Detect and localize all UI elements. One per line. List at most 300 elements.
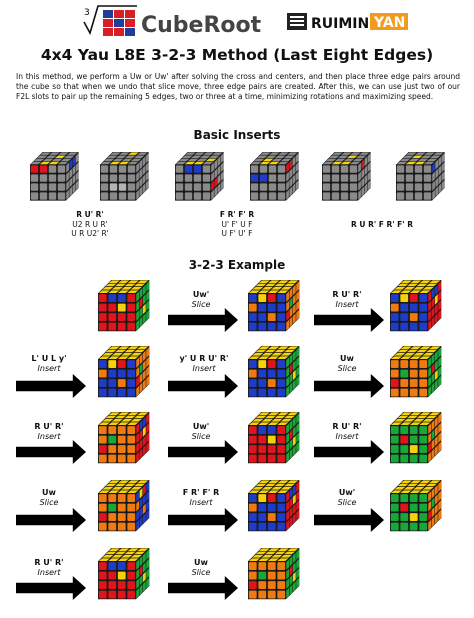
front-sticker	[278, 192, 285, 199]
front-sticker	[49, 165, 56, 172]
front-sticker	[194, 174, 201, 181]
basic-cube-6	[396, 152, 445, 201]
front-sticker	[118, 562, 126, 570]
front-sticker	[127, 504, 135, 512]
front-sticker	[99, 513, 107, 521]
front-sticker	[203, 192, 210, 199]
front-sticker	[277, 445, 285, 453]
front-sticker	[127, 313, 135, 321]
front-sticker	[99, 323, 107, 331]
insert-alg-1-alt-1: U2 R U R'	[72, 219, 108, 229]
front-sticker	[419, 513, 427, 521]
front-sticker	[269, 192, 276, 199]
front-sticker	[410, 523, 418, 531]
example-arrow-4	[168, 374, 238, 398]
front-sticker	[277, 591, 285, 599]
front-sticker	[99, 436, 107, 444]
page-title: 4x4 Yau L8E 3-2-3 Method (Last Eight Edges)	[40, 46, 434, 64]
front-sticker	[249, 504, 257, 512]
example-arrow-6	[16, 440, 86, 464]
front-sticker	[127, 572, 135, 580]
front-sticker	[410, 494, 418, 502]
front-sticker	[268, 523, 276, 531]
example-cube-8	[248, 412, 299, 463]
front-sticker	[332, 174, 339, 181]
front-sticker	[108, 445, 116, 453]
front-sticker	[400, 523, 408, 531]
front-sticker	[258, 581, 266, 589]
front-sticker	[278, 165, 285, 172]
front-sticker	[391, 304, 399, 312]
front-sticker	[341, 165, 348, 172]
front-sticker	[185, 183, 192, 190]
basic-inserts-heading: Basic Inserts	[193, 128, 281, 142]
front-sticker	[268, 581, 276, 589]
front-sticker	[258, 523, 266, 531]
front-sticker	[400, 494, 408, 502]
front-sticker	[127, 370, 135, 378]
front-sticker	[391, 494, 399, 502]
front-sticker	[410, 455, 418, 463]
front-sticker	[419, 294, 427, 302]
logo-square-red-5	[103, 28, 113, 36]
front-sticker	[127, 323, 135, 331]
example-arrow-5	[314, 374, 384, 398]
front-sticker	[258, 389, 266, 397]
step-7-move: Uw'	[192, 422, 210, 431]
front-sticker	[258, 360, 266, 368]
front-sticker	[249, 426, 257, 434]
front-sticker	[419, 379, 427, 387]
front-sticker	[419, 360, 427, 368]
front-sticker	[332, 183, 339, 190]
front-sticker	[40, 165, 47, 172]
front-sticker	[258, 494, 266, 502]
front-sticker	[419, 445, 427, 453]
front-sticker	[49, 183, 56, 190]
front-sticker	[391, 523, 399, 531]
insert-alg-1-alt-2: U R U2' R'	[71, 229, 109, 238]
front-sticker	[323, 165, 330, 172]
front-sticker	[99, 313, 107, 321]
front-sticker	[58, 174, 65, 181]
front-sticker	[185, 174, 192, 181]
example-cube-5	[248, 346, 299, 397]
front-sticker	[391, 513, 399, 521]
step-6-move: R U' R'	[34, 422, 64, 431]
front-sticker	[410, 504, 418, 512]
example-arrow-12	[16, 576, 86, 600]
example-cube-4	[98, 346, 149, 397]
front-sticker	[397, 165, 404, 172]
front-sticker	[110, 174, 117, 181]
header	[0, 0, 474, 40]
front-sticker	[397, 174, 404, 181]
front-sticker	[127, 581, 135, 589]
front-sticker	[268, 436, 276, 444]
front-sticker	[277, 494, 285, 502]
step-label-1	[166, 290, 236, 310]
step-1-type: Slice	[191, 300, 211, 309]
step-7-type: Slice	[191, 432, 211, 441]
front-sticker	[277, 455, 285, 463]
front-sticker	[277, 379, 285, 387]
front-sticker	[127, 562, 135, 570]
front-sticker	[31, 183, 38, 190]
front-sticker	[323, 192, 330, 199]
logo-square-red-4	[125, 19, 135, 27]
front-sticker	[424, 183, 431, 190]
front-sticker	[108, 523, 116, 531]
front-sticker	[258, 572, 266, 580]
cuberoot-name: CubeRoot	[141, 13, 262, 38]
front-sticker	[249, 494, 257, 502]
front-sticker	[406, 192, 413, 199]
front-sticker	[268, 513, 276, 521]
front-sticker	[108, 591, 116, 599]
step-label-9	[14, 488, 84, 508]
front-sticker	[119, 183, 126, 190]
front-sticker	[258, 436, 266, 444]
front-sticker	[400, 436, 408, 444]
front-sticker	[203, 174, 210, 181]
front-sticker	[49, 192, 56, 199]
front-sticker	[99, 360, 107, 368]
front-sticker	[110, 192, 117, 199]
front-sticker	[118, 436, 126, 444]
front-sticker	[260, 165, 267, 172]
step-8-move: R U' R'	[332, 422, 362, 431]
example-cube-7	[98, 412, 149, 463]
insert-alg-1-main: R U' R'	[76, 210, 104, 219]
step-4-move: y' U R U' R'	[179, 354, 229, 363]
logo-square-red-3	[103, 19, 113, 27]
front-sticker	[268, 572, 276, 580]
front-sticker	[341, 174, 348, 181]
front-sticker	[406, 174, 413, 181]
front-sticker	[419, 523, 427, 531]
front-sticker	[410, 294, 418, 302]
front-sticker	[108, 379, 116, 387]
front-sticker	[268, 360, 276, 368]
front-sticker	[391, 323, 399, 331]
front-sticker	[99, 591, 107, 599]
front-sticker	[249, 591, 257, 599]
step-9-type: Slice	[39, 498, 59, 507]
example-arrow-7	[168, 440, 238, 464]
example-arrow-1	[168, 308, 238, 332]
front-sticker	[424, 165, 431, 172]
front-sticker	[249, 581, 257, 589]
front-sticker	[99, 294, 107, 302]
front-sticker	[419, 455, 427, 463]
front-sticker	[99, 562, 107, 570]
front-sticker	[391, 370, 399, 378]
cuberoot-logo	[84, 6, 262, 38]
front-sticker	[176, 192, 183, 199]
front-sticker	[185, 165, 192, 172]
front-sticker	[194, 165, 201, 172]
front-sticker	[118, 379, 126, 387]
front-sticker	[260, 174, 267, 181]
front-sticker	[269, 174, 276, 181]
front-sticker	[118, 455, 126, 463]
front-sticker	[419, 389, 427, 397]
front-sticker	[268, 389, 276, 397]
logo-square-blue-3	[125, 28, 135, 36]
front-sticker	[118, 426, 126, 434]
insert-alg-3	[340, 220, 424, 230]
logo-square-blue-2	[114, 19, 124, 27]
step-5-move: Uw	[340, 354, 354, 363]
front-sticker	[400, 294, 408, 302]
step-label-3	[14, 354, 84, 374]
front-sticker	[391, 436, 399, 444]
front-sticker	[176, 165, 183, 172]
insert-alg-2-main: F R' F' R	[219, 210, 255, 219]
example-cube-12	[390, 480, 441, 531]
front-sticker	[268, 562, 276, 570]
basic-cube-5	[322, 152, 371, 201]
front-sticker	[391, 445, 399, 453]
front-sticker	[49, 174, 56, 181]
front-sticker	[268, 294, 276, 302]
front-sticker	[269, 165, 276, 172]
front-sticker	[108, 426, 116, 434]
front-sticker	[110, 183, 117, 190]
front-sticker	[323, 183, 330, 190]
front-sticker	[99, 304, 107, 312]
step-12-type: Insert	[37, 568, 61, 577]
front-sticker	[119, 174, 126, 181]
front-sticker	[397, 183, 404, 190]
front-sticker	[118, 294, 126, 302]
step-13-type: Slice	[191, 568, 211, 577]
front-sticker	[108, 294, 116, 302]
step-label-12	[14, 558, 84, 578]
front-sticker	[410, 304, 418, 312]
front-sticker	[258, 445, 266, 453]
front-sticker	[406, 183, 413, 190]
step-2-move: R U' R'	[332, 290, 362, 299]
front-sticker	[249, 379, 257, 387]
step-label-7	[166, 422, 236, 442]
front-sticker	[260, 183, 267, 190]
step-label-8	[312, 422, 382, 442]
front-sticker	[397, 192, 404, 199]
step-1-move: Uw'	[192, 290, 210, 299]
front-sticker	[110, 165, 117, 172]
front-sticker	[99, 523, 107, 531]
insert-alg-2-alt-1: U' F' U F	[221, 219, 253, 229]
front-sticker	[415, 165, 422, 172]
front-sticker	[277, 389, 285, 397]
front-sticker	[58, 165, 65, 172]
step-8-type: Insert	[335, 432, 359, 441]
front-sticker	[419, 370, 427, 378]
front-sticker	[99, 494, 107, 502]
front-sticker	[249, 313, 257, 321]
front-sticker	[118, 370, 126, 378]
front-sticker	[127, 294, 135, 302]
front-sticker	[203, 165, 210, 172]
example-cube-11	[248, 480, 299, 531]
ruimin-name: RUIMIN	[311, 16, 370, 32]
front-sticker	[268, 426, 276, 434]
front-sticker	[268, 504, 276, 512]
front-sticker	[419, 426, 427, 434]
front-sticker	[258, 313, 266, 321]
front-sticker	[118, 494, 126, 502]
example-cube-3	[390, 280, 441, 331]
front-sticker	[268, 445, 276, 453]
basic-cube-4	[250, 152, 299, 201]
front-sticker	[268, 313, 276, 321]
step-label-5	[312, 354, 382, 374]
front-sticker	[249, 523, 257, 531]
intro-paragraph: In this method, we perform a Uw or Uw' after solving the cross and centers, and then place three edge pairs around the cube so that when we undo that slice move, three edge pairs are created. After this, we can use just two of our F2L slots to pair up the remaining 5 edges, two or three at a time, minimizing rotations and maximizing speed.	[16, 72, 460, 101]
basic-cube-3	[175, 152, 224, 201]
front-sticker	[99, 504, 107, 512]
front-sticker	[118, 445, 126, 453]
front-sticker	[127, 360, 135, 368]
front-sticker	[108, 581, 116, 589]
basic-inserts-cubes	[0, 146, 474, 214]
front-sticker	[249, 360, 257, 368]
front-sticker	[424, 174, 431, 181]
step-13-move: Uw	[194, 558, 208, 567]
front-sticker	[400, 379, 408, 387]
front-sticker	[419, 323, 427, 331]
front-sticker	[258, 504, 266, 512]
front-sticker	[410, 360, 418, 368]
front-sticker	[108, 304, 116, 312]
front-sticker	[108, 389, 116, 397]
example-cube-2	[248, 280, 299, 331]
front-sticker	[128, 174, 135, 181]
front-sticker	[194, 192, 201, 199]
front-sticker	[127, 523, 135, 531]
front-sticker	[99, 581, 107, 589]
front-sticker	[350, 192, 357, 199]
front-sticker	[128, 192, 135, 199]
front-sticker	[278, 174, 285, 181]
front-sticker	[410, 445, 418, 453]
front-sticker	[251, 174, 258, 181]
front-sticker	[277, 523, 285, 531]
front-sticker	[415, 192, 422, 199]
front-sticker	[410, 436, 418, 444]
front-sticker	[108, 370, 116, 378]
front-sticker	[128, 165, 135, 172]
front-sticker	[251, 165, 258, 172]
front-sticker	[391, 360, 399, 368]
front-sticker	[268, 379, 276, 387]
front-sticker	[268, 455, 276, 463]
front-sticker	[258, 323, 266, 331]
example-arrow-2	[314, 308, 384, 332]
front-sticker	[258, 591, 266, 599]
step-10-move: F R' F' R	[182, 488, 220, 497]
front-sticker	[127, 494, 135, 502]
front-sticker	[400, 504, 408, 512]
front-sticker	[118, 523, 126, 531]
front-sticker	[415, 174, 422, 181]
insert-alg-2-alt-2: U F' U' F	[221, 229, 253, 238]
front-sticker	[251, 192, 258, 199]
front-sticker	[128, 183, 135, 190]
step-label-6	[14, 422, 84, 442]
front-sticker	[410, 379, 418, 387]
front-sticker	[251, 183, 258, 190]
front-sticker	[249, 304, 257, 312]
front-sticker	[249, 445, 257, 453]
front-sticker	[277, 572, 285, 580]
example-cube-6	[390, 346, 441, 397]
example-cube-9	[390, 412, 441, 463]
front-sticker	[400, 455, 408, 463]
front-sticker	[350, 165, 357, 172]
step-10-type: Insert	[189, 498, 213, 507]
front-sticker	[249, 389, 257, 397]
basic-cube-2	[100, 152, 149, 201]
front-sticker	[277, 323, 285, 331]
front-sticker	[277, 426, 285, 434]
front-sticker	[99, 445, 107, 453]
front-sticker	[249, 370, 257, 378]
front-sticker	[277, 562, 285, 570]
front-sticker	[277, 304, 285, 312]
header-logos	[0, 0, 474, 40]
front-sticker	[118, 360, 126, 368]
cuberoot-index: 3	[84, 8, 90, 18]
front-sticker	[323, 174, 330, 181]
front-sticker	[118, 581, 126, 589]
logo-square-red-1	[114, 10, 124, 18]
step-3-type: Insert	[37, 364, 61, 373]
example-cube-14	[248, 548, 299, 599]
front-sticker	[400, 313, 408, 321]
front-sticker	[31, 165, 38, 172]
front-sticker	[119, 165, 126, 172]
front-sticker	[268, 323, 276, 331]
logo-square-blue	[103, 10, 113, 18]
step-5-type: Slice	[337, 364, 357, 373]
front-sticker	[406, 165, 413, 172]
step-11-type: Slice	[337, 498, 357, 507]
front-sticker	[58, 192, 65, 199]
front-sticker	[391, 455, 399, 463]
front-sticker	[415, 183, 422, 190]
front-sticker	[40, 192, 47, 199]
front-sticker	[108, 436, 116, 444]
front-sticker	[108, 323, 116, 331]
step-12-move: R U' R'	[34, 558, 64, 567]
front-sticker	[260, 192, 267, 199]
front-sticker	[58, 183, 65, 190]
front-sticker	[277, 504, 285, 512]
front-sticker	[400, 323, 408, 331]
front-sticker	[419, 436, 427, 444]
front-sticker	[400, 370, 408, 378]
step-label-13	[166, 558, 236, 578]
front-sticker	[277, 436, 285, 444]
example-cube-13	[98, 548, 149, 599]
front-sticker	[249, 323, 257, 331]
front-sticker	[419, 304, 427, 312]
front-sticker	[101, 174, 108, 181]
front-sticker	[31, 174, 38, 181]
